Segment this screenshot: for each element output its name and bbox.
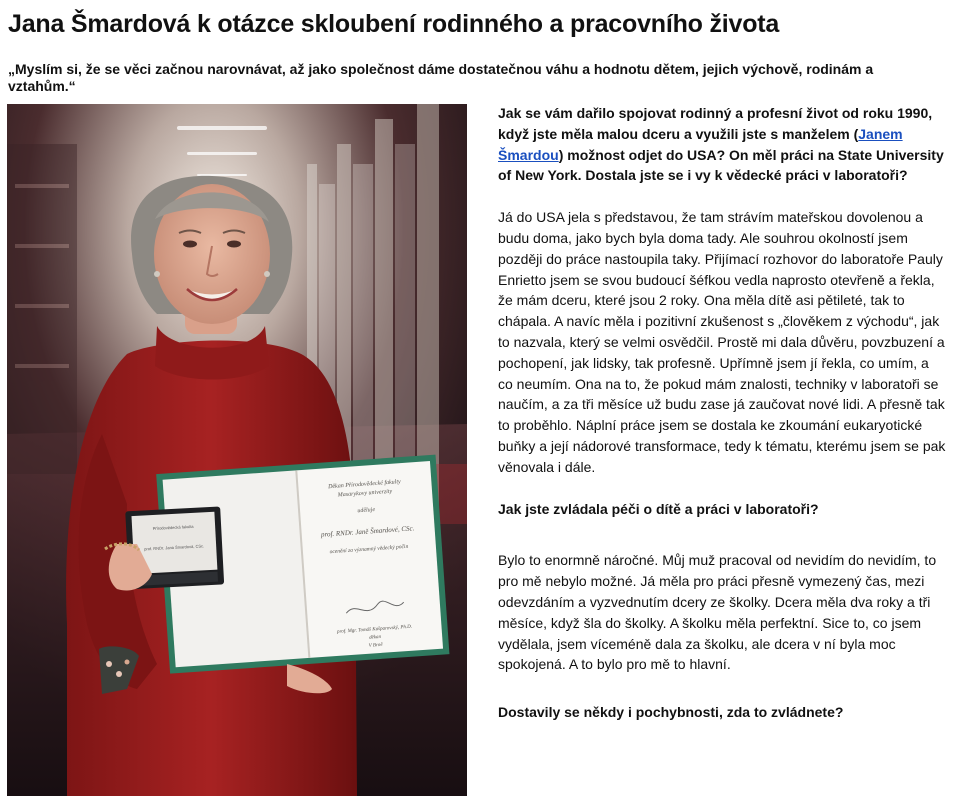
- question-1-text-start: Jak se vám dařilo spojovat rodinný a profesní život od roku 1990, když jste měla malou dceru a využili jste s manželem (: [498, 105, 933, 142]
- diploma-line-5: ocenění za významný vědecký počin: [329, 543, 409, 556]
- lead-quote: „Myslím si, že se věci začnou narovnávat, až jako společnost dáme dostatečnou váhu a hodnotu dětem, jejich výchově, rodinám a vztahům.“: [8, 61, 874, 94]
- portrait-illustration: [7, 104, 467, 796]
- diploma-line-4: prof. RNDr. Janě Šmardové, CSc.: [320, 524, 415, 539]
- plaque-line-2: prof. RNDr. Jana Šmardová, CSc.: [144, 543, 205, 552]
- interview-text: [498, 103, 946, 723]
- diploma-line-1: Děkan Přírodovědecké fakulty: [327, 479, 401, 491]
- question-1: [498, 103, 946, 186]
- article-title: Jana Šmardová k otázce skloubení rodinného a pracovního života: [8, 10, 780, 38]
- diploma-line-7: děkan: [368, 634, 382, 641]
- question-3: Dostavily se někdy i pochybnosti, zda to zvládnete?: [498, 704, 844, 721]
- link-jan-smarda[interactable]: Janem Šmardou: [498, 125, 903, 163]
- answer-2: Bylo to enormně náročné. Můj muž pracoval od nevidím do nevidím, to pro mě nebylo možné. Já měla pro práci přesně vymezený čas, mezi odevzdáním a vyzvednutím dcery ze školky. Dcera měla dva roky a tři měsíce, když šla do školky. A školku měla perfektní. Sice to, co jsem vydělala, jsem víceméně dala za školku, ale dcera v ní byla moc spokojená. A to bylo pro mě to hlavní.: [498, 552, 937, 673]
- diploma-line-3: uděluje: [357, 506, 376, 515]
- diploma-line-6: prof. Mgr. Tomáš Kašparovský, Ph.D.: [336, 624, 413, 635]
- question-2: Jak jste zvládala péči o dítě a práci v laboratoři?: [498, 500, 819, 517]
- portrait-photo: [7, 104, 467, 796]
- plaque-line-1: Přírodovědecká fakulta: [152, 523, 194, 531]
- diploma-line-8: V Brně: [368, 642, 383, 649]
- question-1-text-end: ) možnost odjet do USA? On měl práci na State University of New York. Dostala jste se i vy k vědecké práci v laboratoři?: [498, 146, 944, 184]
- answer-1: Já do USA jela s představou, že tam strávím mateřskou dovolenou a budu doma, jako bych byla doma tady. Ale souhrou okolností jsem později do práce nastoupila taky. Přijímací rozhovor do laboratoře Pauly Enrietto jsem se svou budoucí šéfkou vedla naprosto otevřeně a řekla, že mám dceru, které jsou 2 roky. Ona měla dítě asi pětileté, tak to chápala. A navíc měla i pozitivní zkušenost s „člověkem z východu“, jak to nazvala, který se velmi osvědčil. Prostě mi dala důvěru, povzbuzení a pochopení, jak lidsky, tak profesně. Upřímně jsem jí řekla, co umím, a co neumím. Ona na to, že pokud mám znalosti, techniky v laboratoři se naučím, a za tři měsíce už budu zase já zaučovat nové lidi. A přesně tak to proběhlo. Náplní práce jsem se dostala ke zkoumání eukaryotické buňky a její nádorové transformace, tedy k tématu, kterému jsem se pak věnovala i dále.: [498, 209, 946, 475]
- diploma-line-2: Masarykovy univerzity: [337, 488, 393, 499]
